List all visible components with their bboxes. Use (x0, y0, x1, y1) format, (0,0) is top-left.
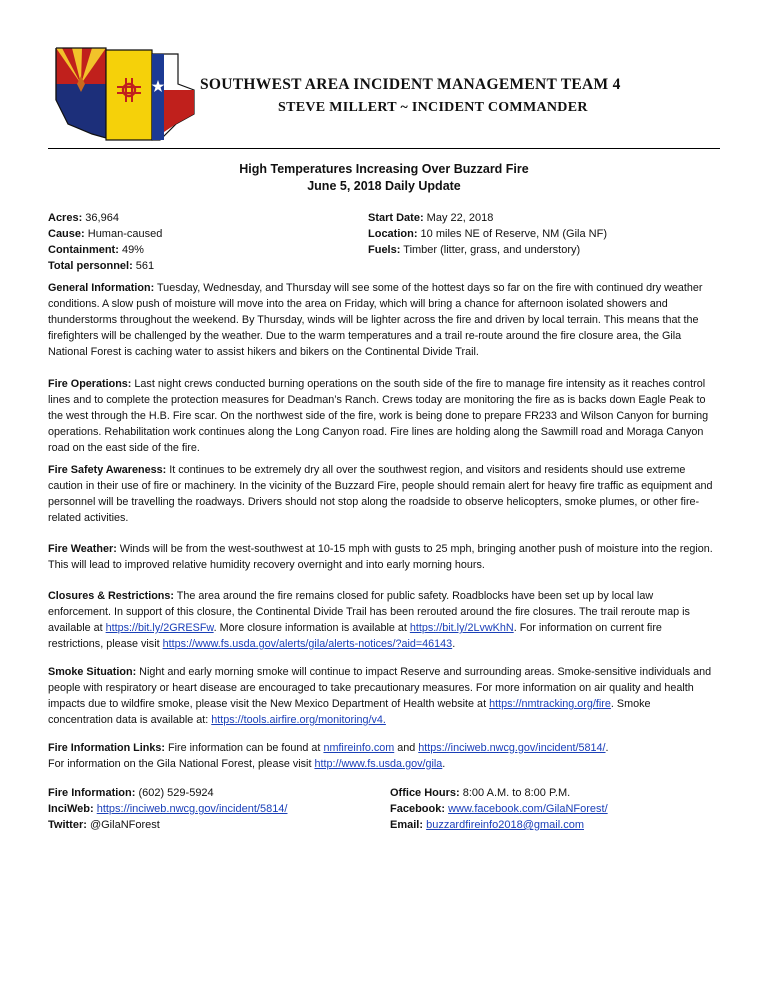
contact-office-hours: Office Hours: 8:00 A.M. to 8:00 P.M. (390, 787, 571, 799)
contacts-left (48, 785, 287, 833)
fact-containment: Containment: 49% (48, 244, 144, 256)
fire-weather-section (48, 541, 716, 573)
contact-twitter: Twitter: @GilaNForest (48, 819, 160, 831)
trail-reroute-map-link[interactable]: https://bit.ly/2GRESFw (105, 622, 214, 634)
section-label: Fire Operations: (48, 378, 132, 390)
closures-restrictions-section: Closures & Restrictions: The area around the fire remains closed for public safety. Roadblocks have been set up by local law enforcement. In support of this closure, the Continental Divide Trail has been rerouted around the fire closures. The trail reroute map is available at https://bit.ly/2GRESFw. More closure information is available at https://bit.ly/2LvwKhN. For information on current fire restrictions, please visit https://www.fs.usda.gov/alerts/gila/alerts-notices/?aid=46143. (48, 590, 690, 650)
section-label: General Information: (48, 282, 155, 294)
section-label: Fire Safety Awareness: (48, 464, 167, 476)
facts-left (48, 210, 162, 274)
section-text: Winds will be from the west-southwest at 10-15 mph with gusts to 25 mph, bringing another push of moisture into the region. This will lead to improved relative humidity recovery overnight and into early morning hours. (48, 543, 713, 571)
fact-location: Location: 10 miles NE of Reserve, NM (Gila NF) (368, 228, 607, 240)
section-label: Smoke Situation: (48, 666, 137, 678)
section-label: Fire Information Links: (48, 742, 165, 754)
contact-fire-information: Fire Information: (602) 529-5924 (48, 787, 214, 799)
fact-cause: Cause: Human-caused (48, 228, 163, 240)
section-label: Fire Weather: (48, 543, 117, 555)
fire-safety-awareness-section (48, 462, 716, 526)
header-divider (48, 148, 720, 149)
fire-operations-section (48, 376, 716, 456)
nmfireinfo-link[interactable]: nmfireinfo.com (323, 742, 395, 754)
new-mexico-flag-shape (106, 50, 152, 140)
contact-facebook: Facebook: www.facebook.com/GilaNForest/ (390, 803, 608, 815)
contact-inciweb: InciWeb: https://inciweb.nwcg.gov/incident/5814/ (48, 803, 288, 815)
closure-info-link[interactable]: https://bit.ly/2LvwKhN (409, 622, 514, 634)
arizona-flag-shape (56, 48, 106, 138)
texas-flag-shape (152, 54, 194, 140)
section-text: It continues to be extremely dry all over the southwest region, and visitors and residents should use extreme caution in their use of fire or machinery. In the vicinity of the Buzzard Fire, people should remain alert for heavy fire traffic as equipment and personnel will be travelling the roadways. Drivers should not stop along the roadside to observe helicopters, smoke plumes, or other fire-related activities. (48, 464, 713, 524)
fact-fuels: Fuels: Timber (litter, grass, and understory) (368, 244, 581, 256)
letterhead (48, 40, 728, 148)
email-link[interactable]: buzzardfireinfo2018@gmail.com (426, 819, 584, 831)
fact-acres: Acres: 36,964 (48, 212, 119, 224)
update-title: High Temperatures Increasing Over Buzzard Fire (239, 162, 529, 176)
facts-right (368, 210, 607, 258)
team-name-heading: SOUTHWEST AREA INCIDENT MANAGEMENT TEAM 4 (200, 76, 621, 93)
fact-start-date: Start Date: May 22, 2018 (368, 212, 494, 224)
inciweb-incident-link[interactable]: https://inciweb.nwcg.gov/incident/5814/ (418, 742, 606, 754)
fact-total-personnel: Total personnel: 561 (48, 260, 155, 272)
facebook-link[interactable]: www.facebook.com/GilaNForest/ (448, 803, 608, 815)
nm-tracking-link[interactable]: https://nmtracking.org/fire (489, 698, 611, 710)
contact-email: Email: buzzardfireinfo2018@gmail.com (390, 819, 584, 831)
smoke-situation-section: Smoke Situation: Night and early morning smoke will continue to impact Reserve and surrounding areas. Smoke-sensitive individuals and people with respiratory or heart disease are encouraged to take precautionary measures. For more information on air quality and health impacts due to wildfire smoke, please visit the New Mexico Department of Health website at https://nmtracking.org/fire. Smoke concentration data is available at: https://tools.airfire.org/monitoring/v4. (48, 666, 712, 726)
section-text: Last night crews conducted burning operations on the south side of the fire to manage fire intensity as it reaches control lines and to complete the protection measures for Deadman’s Ranch. Crews today are monitoring the fire as is backs down Eagle Peak to the west through the H.B. Fire scar. On the northwest side of the fire, work is being done to prepare FR233 and Wilson Canyon for burning operations. Rehabilitation work continues along the Long Canyon road. Fire lines are holding along the Sawmill road and Moraga Canyon road on the east side of the fire. (48, 378, 709, 454)
section-label: Closures & Restrictions: (48, 590, 174, 602)
general-information-section (48, 280, 716, 360)
fire-information-links-section: Fire Information Links: Fire information can be found at nmfireinfo.com and https://inciweb.nwcg.gov/incident/5814/. For information on the Gila National Forest, please visit http://www.fs.usda.gov/gila. (48, 742, 609, 770)
southwest-states-flags-logo (48, 40, 198, 148)
gila-forest-link[interactable]: http://www.fs.usda.gov/gila (314, 758, 443, 770)
update-date: June 5, 2018 Daily Update (307, 179, 461, 193)
section-text: Tuesday, Wednesday, and Thursday will see some of the hottest days so far on the fire with continued dry weather conditions. A slow push of moisture will move into the area on Friday, which will bring a chance for afternoon isolated showers and thunderstorms throughout the weekend. By Thursday, winds will be lighter across the fire and driven by local terrain. This means that the firefighters will be challenged by the weather. Due to the warm temperatures and a trail re-route around the fire closure area, the Gila National Forest is caching water to assist hikers and bikers on the Continental Divide Trail. (48, 282, 703, 358)
incident-commander-heading: STEVE MILLERT ~ INCIDENT COMMANDER (278, 100, 588, 115)
airfire-monitoring-link[interactable]: https://tools.airfire.org/monitoring/v4. (211, 714, 386, 726)
fire-restrictions-link[interactable]: https://www.fs.usda.gov/alerts/gila/alerts-notices/?aid=46143 (162, 638, 453, 650)
contacts-right (390, 785, 608, 833)
inciweb-contact-link[interactable]: https://inciweb.nwcg.gov/incident/5814/ (96, 803, 288, 815)
